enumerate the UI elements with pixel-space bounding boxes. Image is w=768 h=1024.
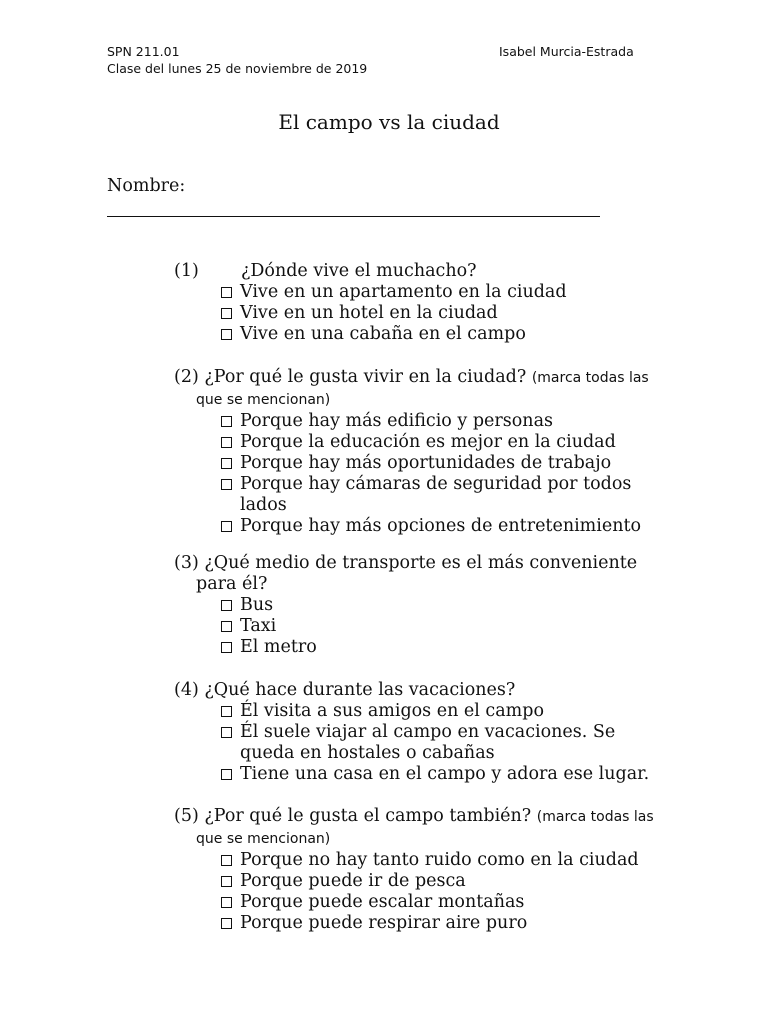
option-label: Porque puede escalar montañas — [240, 892, 525, 912]
option-label: Él visita a sus amigos en el campo — [240, 701, 544, 721]
class-date: Clase del lunes 25 de noviembre de 2019 — [107, 61, 368, 76]
option-item[interactable] — [174, 892, 674, 913]
checkbox-icon[interactable] — [221, 329, 232, 340]
checkbox-icon[interactable] — [221, 600, 232, 611]
option-label: Porque hay cámaras de seguridad por todos lados — [240, 474, 632, 515]
question-5-text: ¿Por qué le gusta el campo también? — [204, 806, 532, 826]
worksheet-title: El campo vs la ciudad — [278, 110, 500, 134]
question-1-prompt — [174, 261, 674, 282]
question-3-text: ¿Qué medio de transporte es el más conveniente para él? — [196, 553, 638, 594]
question-2-number: (2) — [174, 367, 199, 387]
question-4-prompt — [174, 680, 674, 701]
option-label: Él suele viajar al campo en vacaciones. Se queda en hostales o cabañas — [240, 722, 616, 763]
checkbox-icon[interactable] — [221, 876, 232, 887]
name-label: Nombre: — [107, 176, 186, 196]
option-item[interactable] — [174, 722, 640, 764]
option-label: Porque puede ir de pesca — [240, 871, 466, 891]
checkbox-icon[interactable] — [221, 918, 232, 929]
checkbox-icon[interactable] — [221, 897, 232, 908]
option-item[interactable] — [174, 453, 674, 474]
checkbox-icon[interactable] — [221, 479, 232, 490]
checkbox-icon[interactable] — [221, 769, 232, 780]
checkbox-icon[interactable] — [221, 706, 232, 717]
option-item[interactable] — [174, 616, 674, 637]
question-3-number: (3) — [174, 553, 199, 573]
checkbox-icon[interactable] — [221, 287, 232, 298]
question-2-note: (marca todas las que se mencionan) — [196, 370, 649, 408]
name-blank-line[interactable] — [107, 216, 600, 217]
question-5 — [174, 806, 674, 934]
checkbox-icon[interactable] — [221, 416, 232, 427]
checkbox-icon[interactable] — [221, 642, 232, 653]
question-5-number: (5) — [174, 806, 199, 826]
question-3-prompt — [174, 553, 671, 595]
course-code: SPN 211.01 — [107, 44, 180, 59]
header-left — [107, 43, 367, 77]
option-item[interactable] — [174, 913, 674, 934]
option-label: Tiene una casa en el campo y adora ese lugar. — [240, 764, 650, 784]
option-item[interactable] — [174, 637, 674, 658]
option-label: Vive en una cabaña en el campo — [240, 324, 526, 344]
question-1-text: ¿Dónde vive el muchacho? — [241, 261, 477, 281]
option-item[interactable] — [174, 432, 674, 453]
option-item[interactable] — [174, 850, 674, 871]
option-item[interactable] — [174, 411, 674, 432]
checkbox-icon[interactable] — [221, 855, 232, 866]
option-label: Porque hay más edificio y personas — [240, 411, 553, 431]
option-label: Porque no hay tanto ruido como en la ciudad — [240, 850, 639, 870]
option-item[interactable] — [174, 516, 674, 537]
option-item[interactable] — [174, 764, 674, 785]
option-item[interactable] — [174, 474, 645, 516]
question-5-prompt — [174, 806, 674, 850]
option-label: Vive en un hotel en la ciudad — [240, 303, 498, 323]
option-label: Bus — [240, 595, 274, 615]
question-4-options — [174, 701, 674, 785]
question-3-options — [174, 595, 674, 658]
option-item[interactable] — [174, 871, 674, 892]
option-label: Taxi — [240, 616, 277, 636]
question-1-options — [174, 282, 674, 345]
question-2-text: ¿Por qué le gusta vivir en la ciudad? — [204, 367, 527, 387]
question-5-note: (marca todas las que se mencionan) — [196, 809, 654, 847]
option-item[interactable] — [174, 701, 674, 722]
question-1-number: (1) — [174, 261, 199, 281]
option-label: Porque la educación es mejor en la ciudad — [240, 432, 616, 452]
option-label: Porque puede respirar aire puro — [240, 913, 528, 933]
option-label: Vive en un apartamento en la ciudad — [240, 282, 567, 302]
question-4-number: (4) — [174, 680, 199, 700]
question-2-prompt — [174, 367, 674, 411]
checkbox-icon[interactable] — [221, 727, 232, 738]
question-3 — [174, 553, 674, 658]
option-item[interactable] — [174, 282, 674, 303]
option-item[interactable] — [174, 324, 674, 345]
author-name: Isabel Murcia-Estrada — [499, 44, 634, 59]
option-label: Porque hay más opciones de entretenimiento — [240, 516, 642, 536]
checkbox-icon[interactable] — [221, 621, 232, 632]
question-4 — [174, 680, 674, 785]
question-5-options — [174, 850, 674, 934]
checkbox-icon[interactable] — [221, 458, 232, 469]
question-1 — [174, 261, 674, 345]
question-2-options — [174, 411, 674, 537]
checkbox-icon[interactable] — [221, 437, 232, 448]
question-4-text: ¿Qué hace durante las vacaciones? — [204, 680, 516, 700]
checkbox-icon[interactable] — [221, 308, 232, 319]
option-label: El metro — [240, 637, 317, 657]
option-item[interactable] — [174, 303, 674, 324]
question-2 — [174, 367, 674, 537]
checkbox-icon[interactable] — [221, 521, 232, 532]
option-item[interactable] — [174, 595, 674, 616]
option-label: Porque hay más oportunidades de trabajo — [240, 453, 612, 473]
